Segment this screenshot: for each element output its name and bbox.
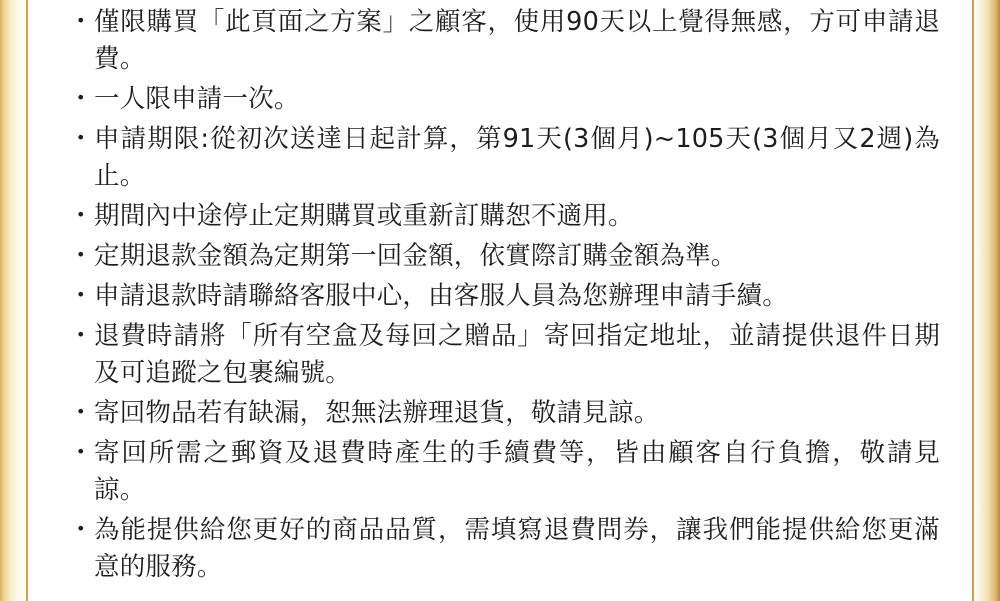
list-item [60,198,940,235]
note-text: 一人限申請一次。 [94,83,300,114]
decorative-left-rule [26,0,28,601]
note-text: 寄回物品若有缺漏，恕無法辦理退貨，敬請見諒。 [94,397,660,428]
note-text: 退費時請將「所有空盒及每回之贈品」寄回指定地址，並請提供退件日期及可追蹤之包裹編號。 [94,320,940,388]
note-text: 僅限購買「此頁面之方案」之顧客，使用90天以上覺得無感，方可申請退費。 [94,7,940,74]
decorative-right-rule [972,0,974,601]
note-text: 申請退款時請聯絡客服中心，由客服人員為您辦理申請手續。 [94,280,788,311]
list-item [60,435,940,509]
refund-notes-list [60,4,940,586]
list-item [60,278,940,315]
note-text: 定期退款金額為定期第一回金額，依實際訂購金額為準。 [94,240,737,271]
bullet-icon: ・ [68,437,94,468]
list-item [60,81,940,118]
bullet-icon: ・ [68,83,94,114]
note-text: 寄回所需之郵資及退費時產生的手續費等，皆由顧客自行負擔，敬請見諒。 [94,437,940,505]
decorative-right-border [970,0,1000,601]
bullet-icon: ・ [68,514,94,545]
notes-content [60,0,940,601]
bullet-icon: ・ [68,320,94,351]
bullet-icon: ・ [68,7,94,37]
bullet-icon: ・ [68,397,94,428]
bullet-icon: ・ [68,123,94,154]
bullet-icon: ・ [68,200,94,231]
list-item [60,238,940,275]
bullet-icon: ・ [68,280,94,311]
bullet-icon: ・ [68,240,94,271]
note-text: 期間內中途停止定期購買或重新訂購恕不適用。 [94,200,634,231]
list-item [60,4,940,78]
note-text: 申請期限:從初次送達日起計算，第91天(3個月)~105天(3個月又2週)為止。 [94,123,940,191]
list-item [60,121,940,195]
list-item [60,512,940,586]
list-item [60,318,940,392]
list-item [60,395,940,432]
note-text: 為能提供給您更好的商品品質，需填寫退費問券，讓我們能提供給您更滿意的服務。 [94,514,940,582]
